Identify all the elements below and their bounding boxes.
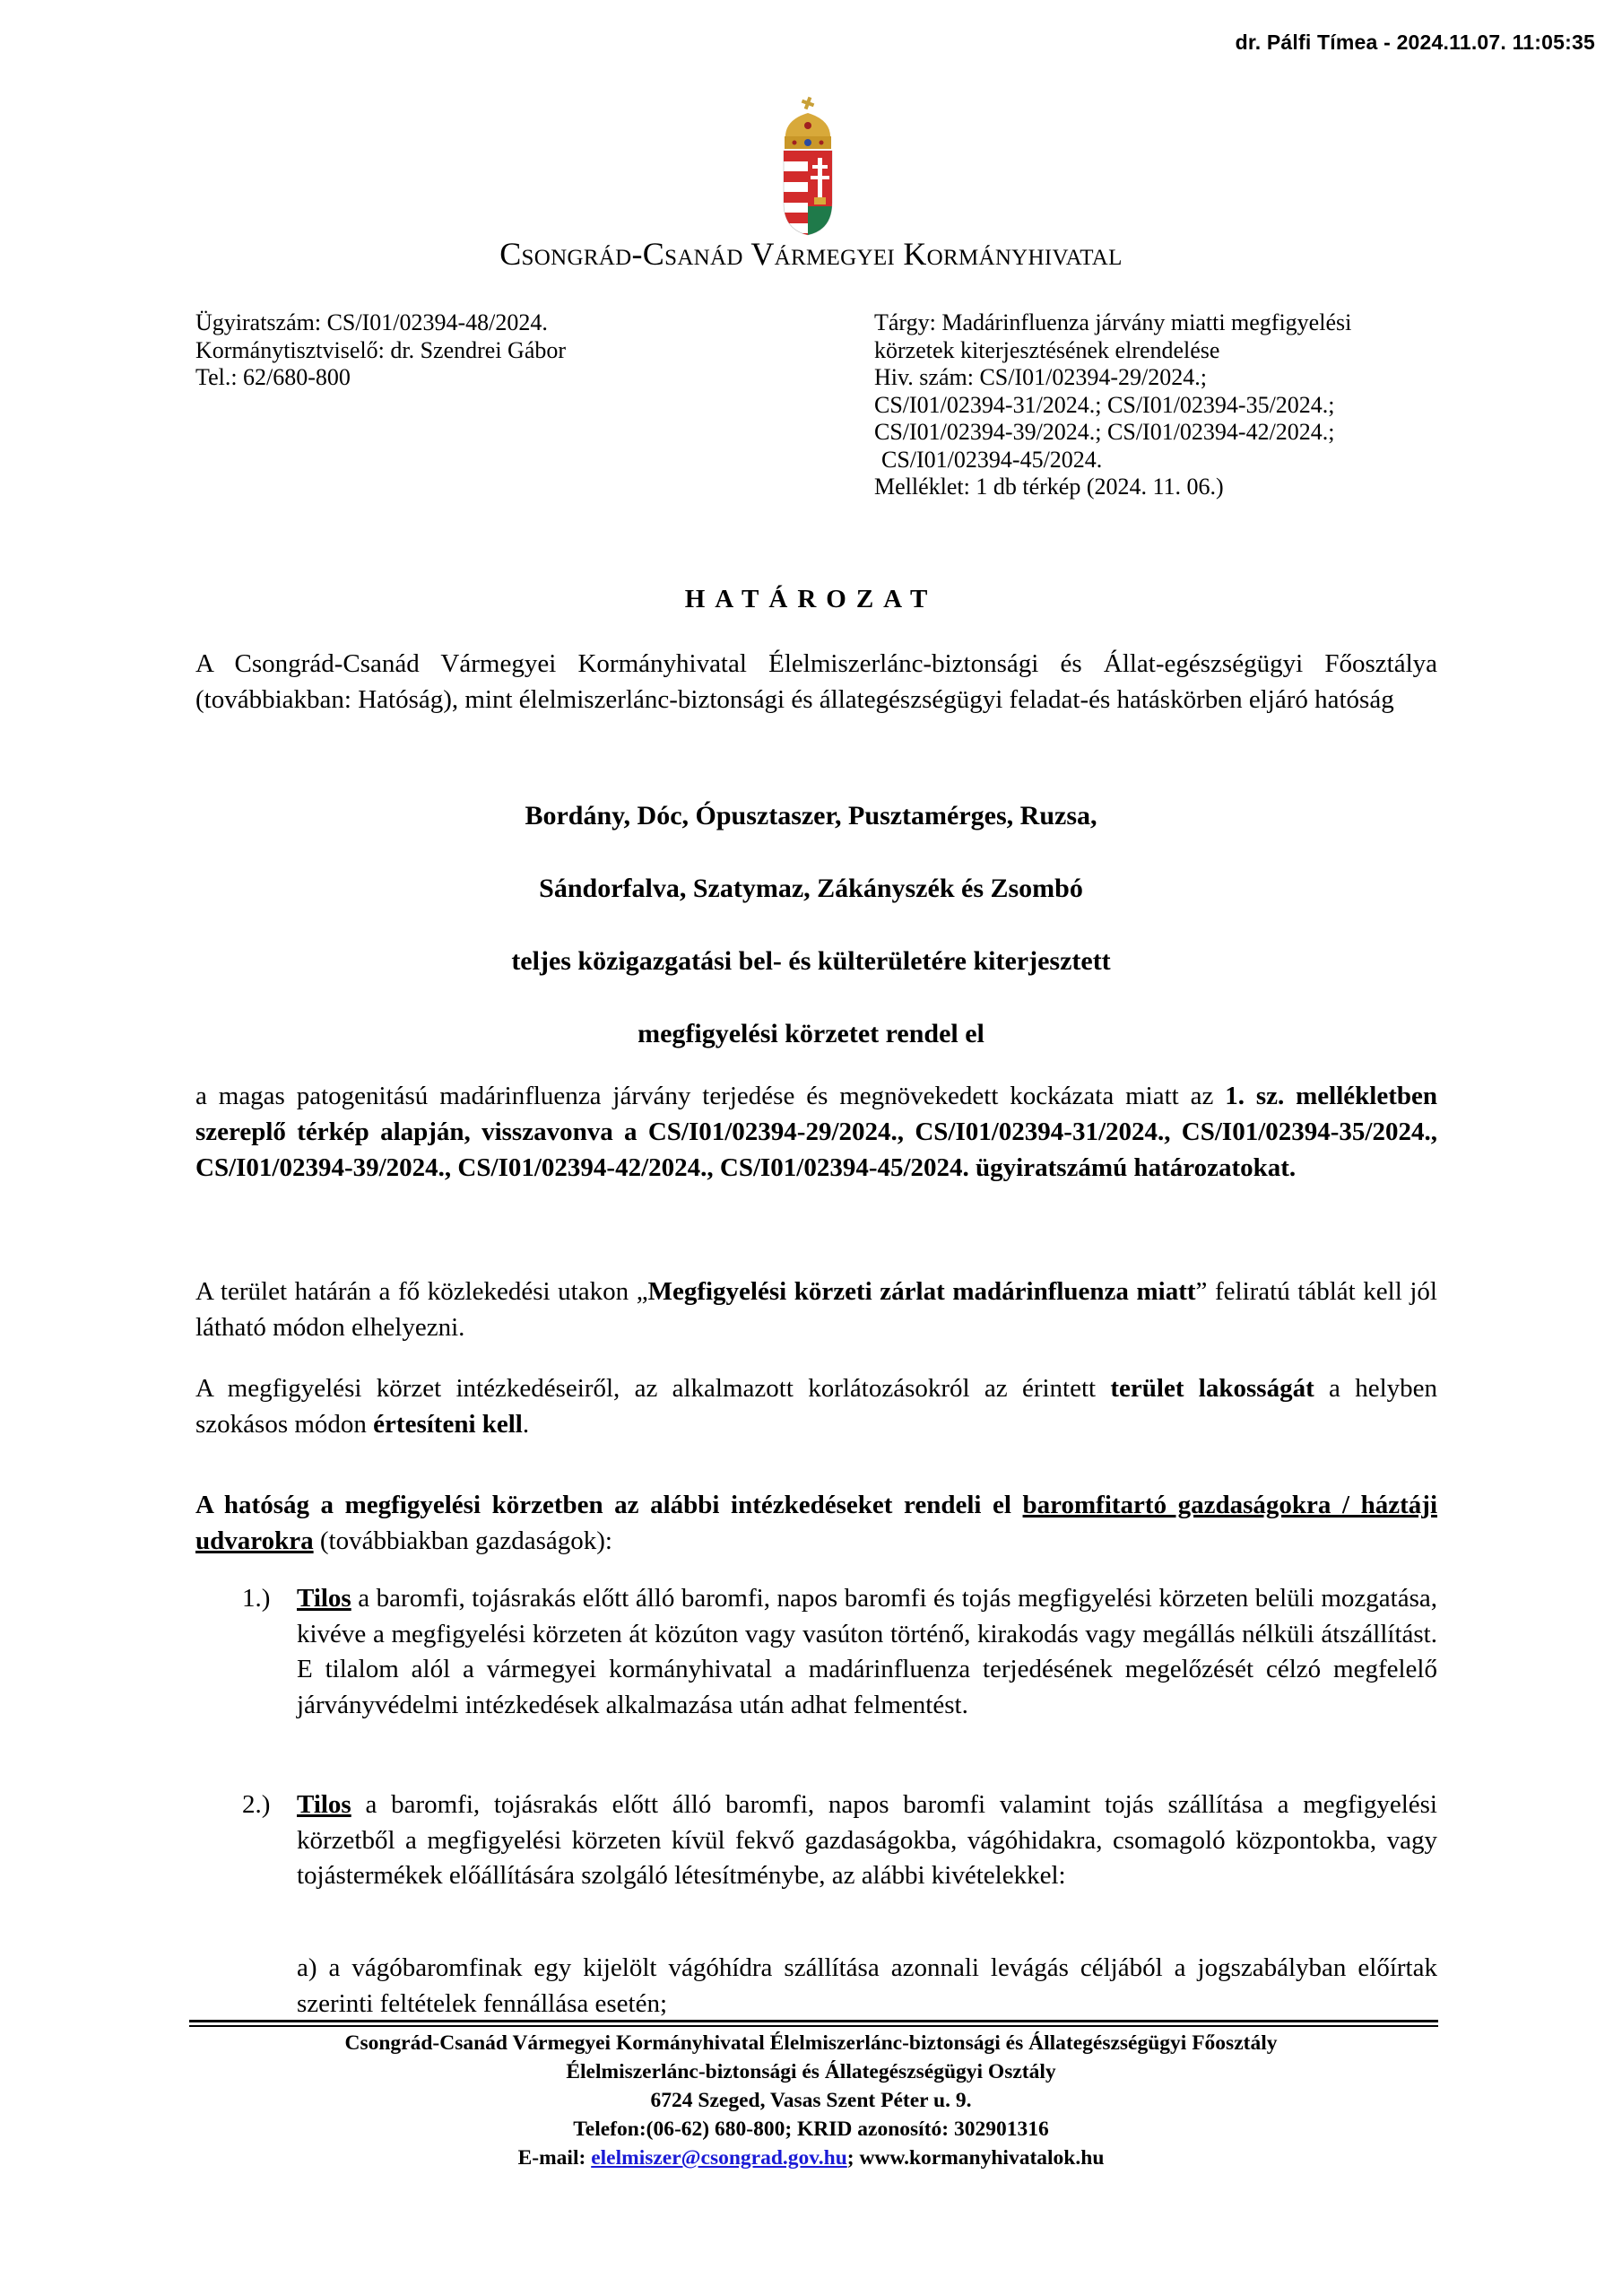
reference-line: Hiv. szám: CS/I01/02394-29/2024.; xyxy=(874,364,1207,390)
measure-item-1 xyxy=(242,1581,1437,1723)
reference-line: CS/I01/02394-39/2024.; CS/I01/02394-42/2024.; xyxy=(874,419,1335,445)
officer-name: Kormánytisztviselő: dr. Szendrei Gábor xyxy=(195,336,567,363)
reason-text: a magas patogenitású madárinfluenza járvány terjedése és megnövekedett kockázata miatt az xyxy=(195,1082,1226,1110)
decision-line: teljes közigazgatási bel- és külterületére kiterjesztett xyxy=(511,946,1111,976)
measures-intro xyxy=(195,1487,1437,1559)
hungarian-coat-of-arms-icon xyxy=(778,95,837,239)
notify-text: A megfigyelési körzet intézkedéseiről, az alkalmazott korlátozásokról az érintett xyxy=(195,1374,1111,1403)
phone-number: Tel.: 62/680-800 xyxy=(195,364,351,390)
email-label: E-mail: xyxy=(517,2146,592,2170)
decision-line: megfigyelési körzetet rendel el xyxy=(638,1019,984,1048)
notify-bold: terület lakosságát xyxy=(1110,1374,1314,1403)
footer-email-line xyxy=(0,2144,1622,2172)
website-text: ; www.kormanyhivatalok.hu xyxy=(846,2146,1105,2170)
footer-division: Élelmiszerlánc-biztonsági és Állategészségügyi Osztály xyxy=(566,2060,1056,2083)
footer-address: 6724 Szeged, Vasas Szent Péter u. 9. xyxy=(650,2089,972,2112)
intro-paragraph: A Csongrád-Csanád Vármegyei Kormányhivatal Élelmiszerlánc-biztonsági és Állat-egészségügyi Főosztálya (továbbiakban: Hatóság), mint élelmiszerlánc-biztonsági és állategészségügyi feladat-és hatáskörben eljáró hatóság xyxy=(195,649,1437,714)
email-link[interactable]: elelmiszer@csongrad.gov.hu xyxy=(591,2146,847,2170)
notify-text: . xyxy=(522,1410,530,1439)
case-meta-right xyxy=(874,309,1351,501)
item-number: 2.) xyxy=(242,1790,271,1819)
item-text: a baromfi, tojásrakás előtt álló baromfi, napos baromfi valamint tojás szállítása a megfigyelési körzetből a megfigyelési körzeten kívül fekvő gazdaságokba, vágóhidakra, csomagoló központokba, vagy tojástermékek előállítására szolgáló létesítménybe, az alábbi kivételekkel: xyxy=(297,1790,1437,1890)
reference-line: CS/I01/02394-45/2024. xyxy=(881,446,1103,473)
item-keyword: Tilos xyxy=(297,1584,351,1613)
document-title: HATÁROZAT xyxy=(684,585,938,613)
decision-line: Sándorfalva, Szatymaz, Zákányszék és Zsombó xyxy=(539,874,1083,903)
measure-item-2 xyxy=(242,1787,1437,1894)
footer-department: Csongrád-Csanád Vármegyei Kormányhivatal Élelmiszerlánc-biztonsági és Állategészségügyi Főosztály xyxy=(344,2031,1278,2055)
footer-divider xyxy=(189,2020,1438,2027)
reason-paragraph xyxy=(195,1078,1437,1186)
case-number: Ügyiratszám: CS/I01/02394-48/2024. xyxy=(195,309,548,335)
item-number: 1.) xyxy=(242,1584,271,1613)
reason-revocation: 1. sz. mellékletben szereplő térkép alapján, visszavonva a CS/I01/02394-29/2024., CS/I01/02394-31/2024., CS/I01/02394-35/2024., CS/I01/02394-39/2024., CS/I01/02394-42/2024., CS/I01/02394-45/2024. ügyiratszámú határozatokat. xyxy=(195,1082,1438,1182)
exception-item-a: a) a vágóbaromfinak egy kijelölt vágóhídra szállítása azonnali levágás céljából a jogszabályban előírtak szerinti feltételek fennállása esetén; xyxy=(297,1953,1437,2018)
subject-line: körzetek kiterjesztésének elrendelése xyxy=(874,336,1220,363)
measures-intro-bold: A hatóság a megfigyelési körzetben az alábbi intézkedéseket rendeli el xyxy=(195,1491,1023,1519)
notify-paragraph xyxy=(195,1370,1437,1442)
sign-text: A terület határán a fő közlekedési utakon „ xyxy=(195,1277,648,1306)
measures-intro-text: (továbbiakban gazdaságok): xyxy=(313,1526,612,1555)
notify-bold: értesíteni kell xyxy=(373,1410,523,1439)
footer-contact: Telefon:(06-62) 680-800; KRID azonosító: 302901316 xyxy=(573,2118,1049,2141)
measures-target: baromfitartó gazdaságokra / háztáji udvarokra xyxy=(195,1491,1437,1555)
reference-line: CS/I01/02394-31/2024.; CS/I01/02394-35/2024.; xyxy=(874,391,1335,418)
signature-stamp: dr. Pálfi Tímea - 2024.11.07. 11:05:35 xyxy=(1235,30,1595,54)
organization-title: Csongrád-Csanád Vármegyei Kormányhivatal xyxy=(499,236,1123,272)
footer xyxy=(0,2029,1622,2172)
attachment-line: Melléklet: 1 db térkép (2024. 11. 06.) xyxy=(874,474,1224,500)
sign-label: Megfigyelési körzeti zárlat madárinfluenza miatt xyxy=(647,1277,1196,1306)
sign-text: ” feliratú táblát kell jól látható módon elhelyezni. xyxy=(195,1277,1437,1342)
sign-paragraph xyxy=(195,1274,1437,1345)
subject-line: Tárgy: Madárinfluenza járvány miatti megfigyelési xyxy=(874,309,1352,335)
case-meta-left xyxy=(195,309,566,392)
decision-line: Bordány, Dóc, Ópusztaszer, Pusztamérges, Ruzsa, xyxy=(525,801,1097,831)
item-keyword: Tilos xyxy=(297,1790,351,1819)
notify-text: a helyben szokásos módon xyxy=(195,1374,1438,1439)
item-text: a baromfi, tojásrakás előtt álló baromfi, napos baromfi és tojás megfigyelési körzeten belüli mozgatása, kivéve a megfigyelési körzeten át közúton vagy vasúton történő, kirakodás vagy megállás nélküli átszállítást. E tilalom alól a vármegyei kormányhivatal a madárinfluenza terjedésének megelőzését célzó megfelelő járványvédelmi intézkedések alkalmazása után adhat felmentést. xyxy=(297,1584,1437,1719)
